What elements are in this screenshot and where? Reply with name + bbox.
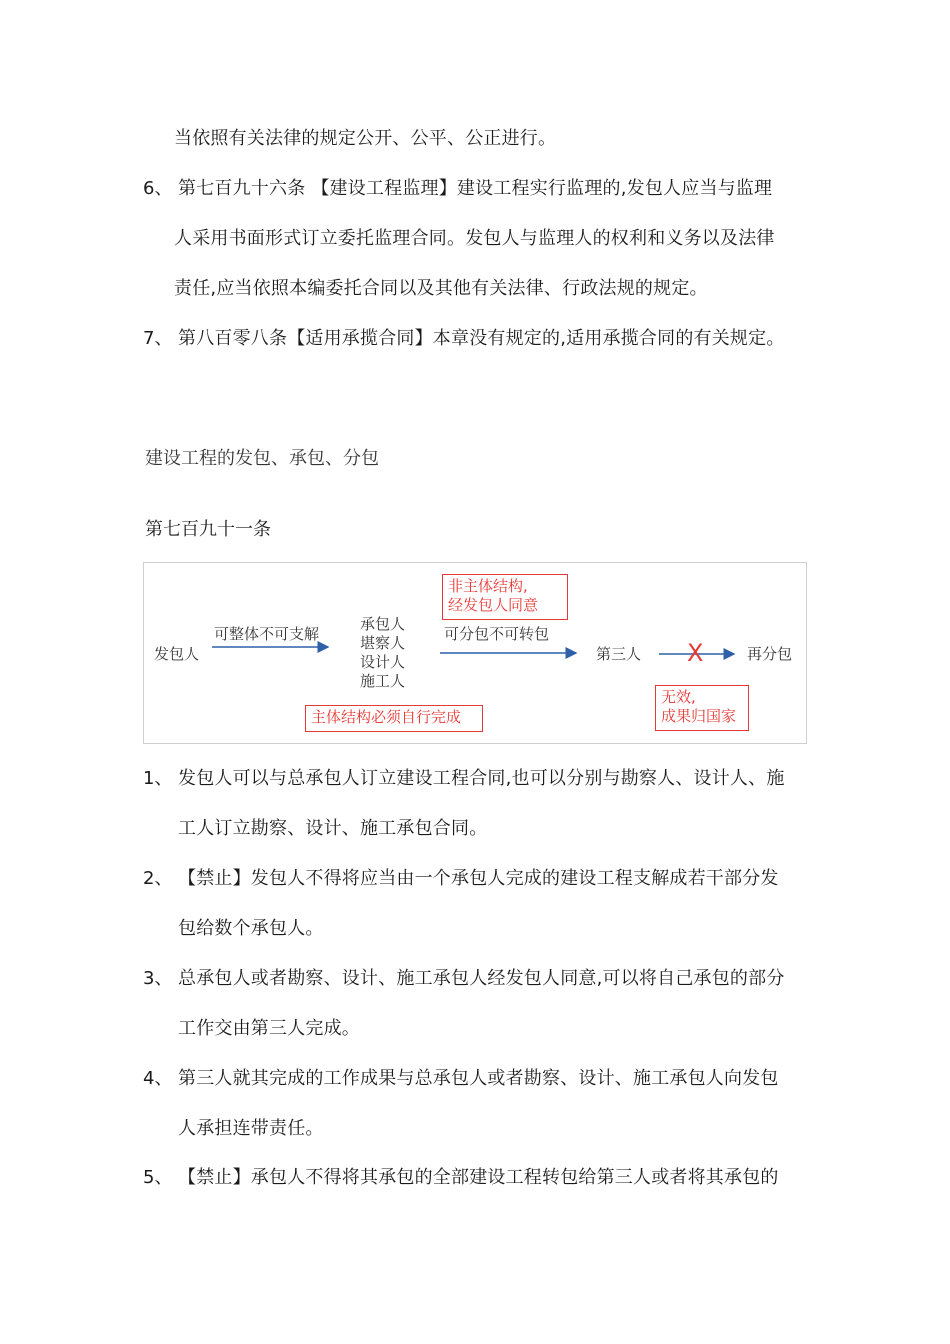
paragraph-line: 人承担连带责任。 [178,1118,324,1139]
arrow2-label: 可分包不可转包 [444,625,550,643]
arrow1-label: 可整体不可支解 [214,625,320,643]
box-line: 非主体结构, [448,577,528,595]
item-number: 7、 [143,328,173,349]
non-main-structure-box [442,574,568,620]
paragraph-line: 【禁止】承包人不得将其承包的全部建设工程转包给第三人或者将其承包的 [178,1167,779,1188]
contractor-item: 设计人 [360,653,406,671]
contractor-item: 施工人 [360,672,406,690]
paragraph-line: 人采用书面形式订立委托监理合同。发包人与监理人的权利和义务以及法律 [174,228,775,249]
paragraph-line: 第八百零八条【适用承揽合同】本章没有规定的,适用承揽合同的有关规定。 [178,328,785,349]
contract-flow-diagram [143,562,807,744]
paragraph-line: 总承包人或者勘察、设计、施工承包人经发包人同意,可以将自己承包的部分 [178,968,785,989]
item-number: 5、 [143,1167,173,1188]
item-number: 6、 [143,178,173,199]
box-line: 经发包人同意 [448,596,539,614]
paragraph-line: 第七百九十六条 【建设工程监理】建设工程实行监理的,发包人应当与监理 [178,178,773,199]
paragraph-line: 当依照有关法律的规定公开、公平、公正进行。 [174,128,557,149]
section-title: 建设工程的发包、承包、分包 [145,448,379,469]
article-title: 第七百九十一条 [145,519,271,540]
subcontract-label: 再分包 [747,645,793,663]
paragraph-line: 责任,应当依照本编委托合同以及其他有关法律、行政法规的规定。 [174,278,708,299]
item-number: 1、 [143,768,173,789]
item-number: 4、 [143,1068,173,1089]
box-line: 无效, [661,688,696,706]
contractor-list [360,615,405,691]
item-number: 3、 [143,968,173,989]
paragraph-line: 工作交由第三人完成。 [178,1018,360,1039]
cross-icon: X [687,639,704,667]
paragraph-line: 第三人就其完成的工作成果与总承包人或者勘察、设计、施工承包人向发包 [178,1068,779,1089]
box-line: 成果归国家 [661,707,737,725]
employer-label: 发包人 [154,645,200,663]
third-party-label: 第三人 [596,645,642,663]
contractor-item: 承包人 [360,615,406,633]
paragraph-line: 【禁止】发包人不得将应当由一个承包人完成的建设工程支解成若干部分发 [178,868,779,889]
invalid-box [655,685,749,731]
item-number: 2、 [143,868,173,889]
paragraph-line: 发包人可以与总承包人订立建设工程合同,也可以分别与勘察人、设计人、施 [178,768,785,789]
paragraph-line: 包给数个承包人。 [178,918,324,939]
main-structure-box: 主体结构必须自行完成 [305,705,483,732]
contractor-item: 堪察人 [360,634,406,652]
paragraph-line: 工人订立勘察、设计、施工承包合同。 [178,818,488,839]
